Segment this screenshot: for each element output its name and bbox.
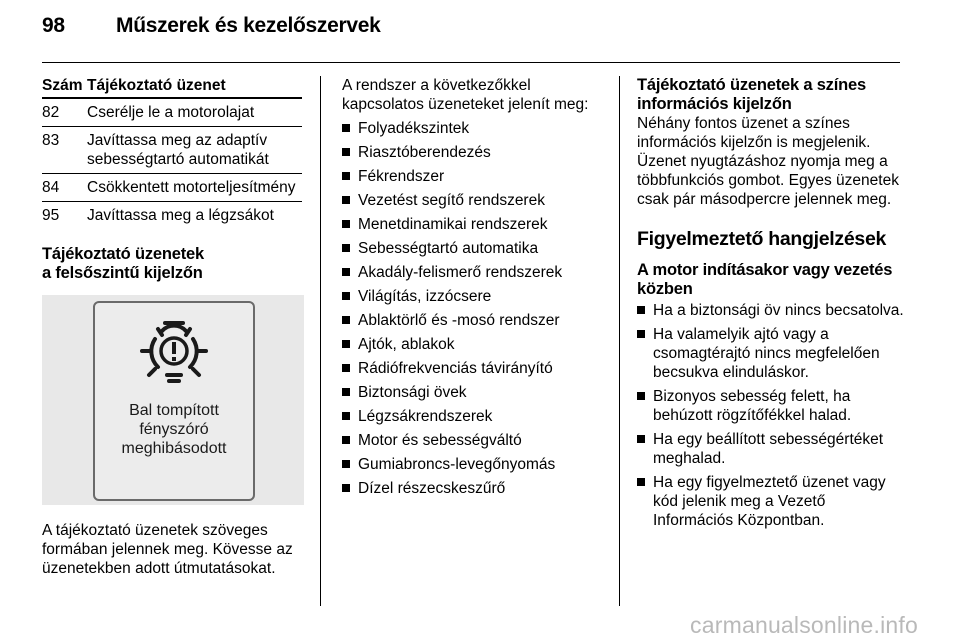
bullet-square-icon <box>342 172 350 180</box>
list-item: Motor és sebességváltó <box>342 431 604 450</box>
bullet-square-icon <box>637 478 645 486</box>
column-1 <box>42 76 304 578</box>
col2-intro: A rendszer a következőkkel kapcsolatos üzeneteket jelenít meg: <box>342 77 589 113</box>
color-display-heading: Tájékoztató üzenetek a színes információs kijelzőn <box>637 76 866 113</box>
table-cell-number: 82 <box>42 98 87 127</box>
list-item: Biztonsági övek <box>342 383 604 402</box>
list-item: Menetdinamikai rendszerek <box>342 215 604 234</box>
bullet-square-icon <box>637 330 645 338</box>
table-row <box>42 127 302 174</box>
list-item: Ablaktörlő és -mosó rendszer <box>342 311 604 330</box>
list-item: Folyadékszintek <box>342 119 604 138</box>
column-3 <box>637 76 905 530</box>
col3-paragraph: Néhány fontos üzenet a színes információs kijelzőn is megjelenik. Üzenet nyugtázáshoz nyomja meg a többfunkciós gombot. Egyes üzenetek csak pár másodpercre jelennek meg. <box>637 115 899 208</box>
table-header-message: Tájékoztató üzenet <box>87 76 302 98</box>
list-item: Ha egy beállított sebességértéket meghalad. <box>637 430 905 468</box>
column-divider-1 <box>320 76 321 606</box>
bullet-square-icon <box>342 460 350 468</box>
bullet-square-icon <box>342 412 350 420</box>
display-message-line3: meghibásodott <box>121 440 227 457</box>
table-cell-message: Javíttassa meg a légzsákot <box>87 207 274 224</box>
list-item: Gumiabroncs-levegőnyomás <box>342 455 604 474</box>
warning-chimes-subheading: A motor indításakor vagy vezetés közben <box>637 261 893 298</box>
bullet-square-icon <box>342 220 350 228</box>
list-item: Dízel részecskeszűrő <box>342 479 604 498</box>
list-item: Ajtók, ablakok <box>342 335 604 354</box>
page-title: Műszerek és kezelőszervek <box>116 14 381 37</box>
bullet-square-icon <box>342 196 350 204</box>
bullet-square-icon <box>342 148 350 156</box>
list-item: Világítás, izzócsere <box>342 287 604 306</box>
bullet-square-icon <box>342 268 350 276</box>
table-cell-number: 95 <box>42 207 60 224</box>
list-item: Ha a biztonsági öv nincs becsatolva. <box>637 301 905 320</box>
list-item: Sebességtartó automatika <box>342 239 604 258</box>
bullet-square-icon <box>342 484 350 492</box>
display-illustration <box>42 295 304 505</box>
table-cell-message: Cserélje le a motorolajat <box>87 98 302 127</box>
table-row <box>42 98 302 127</box>
bullet-square-icon <box>342 340 350 348</box>
list-item: Rádiófrekvenciás távirányító <box>342 359 604 378</box>
table-cell-message: Csökkentett motorteljesítmény <box>87 174 302 202</box>
page-number: 98 <box>42 14 65 37</box>
list-item: Bizonyos sebesség felett, ha behúzott rögzítőfékkel halad. <box>637 387 905 425</box>
col1-paragraph: A tájékoztató üzenetek szöveges formában jelennek meg. Kövesse az üzenetekben adott útmutatásokat. <box>42 522 293 577</box>
list-item: Légzsákrendszerek <box>342 407 604 426</box>
low-beam-warning-icon <box>139 317 209 385</box>
table-header-number: Szám <box>42 76 87 98</box>
bullet-square-icon <box>342 364 350 372</box>
bullet-square-icon <box>637 306 645 314</box>
column-2 <box>342 76 604 498</box>
display-message-line2: fényszóró <box>139 421 209 438</box>
table-row <box>42 202 302 230</box>
bullet-square-icon <box>342 388 350 396</box>
list-item: Riasztóberendezés <box>342 143 604 162</box>
list-item: Akadály-felismerő rendszerek <box>342 263 604 282</box>
upper-display-heading-line1: Tájékoztató üzenetek <box>42 245 204 263</box>
bullet-square-icon <box>342 244 350 252</box>
bullet-square-icon <box>342 292 350 300</box>
table-cell-number: 83 <box>42 127 87 174</box>
message-code-table <box>42 76 302 229</box>
list-item: Fékrendszer <box>342 167 604 186</box>
display-message <box>95 401 253 458</box>
table-row <box>42 174 302 202</box>
list-item: Ha egy figyelmeztető üzenet vagy kód jelenik meg a Vezető Információs Központban. <box>637 473 905 530</box>
table-header-row <box>42 76 302 98</box>
upper-display-heading-line2: a felsőszintű kijelzőn <box>42 264 203 282</box>
bullet-square-icon <box>637 392 645 400</box>
list-item: Ha valamelyik ajtó vagy a csomagtérajtó nincs megfelelően becsukva elinduláskor. <box>637 325 905 382</box>
table-cell-message: Javíttassa meg az adaptív sebességtartó automatikát <box>87 127 302 174</box>
display-screen <box>93 301 255 501</box>
list-item: Vezetést segítő rendszerek <box>342 191 604 210</box>
warning-chimes-heading: Figyelmeztető hangjelzések <box>637 228 887 250</box>
table-cell-number: 84 <box>42 174 87 202</box>
column-divider-2 <box>619 76 620 606</box>
display-message-line1: Bal tompított <box>129 402 219 419</box>
bullet-square-icon <box>637 435 645 443</box>
message-category-list <box>342 119 604 498</box>
header-rule <box>42 62 900 63</box>
upper-display-heading <box>42 245 304 283</box>
bullet-square-icon <box>342 124 350 132</box>
watermark: carmanualsonline.info <box>690 612 918 638</box>
bullet-square-icon <box>342 436 350 444</box>
warning-chimes-list <box>637 301 905 530</box>
bullet-square-icon <box>342 316 350 324</box>
